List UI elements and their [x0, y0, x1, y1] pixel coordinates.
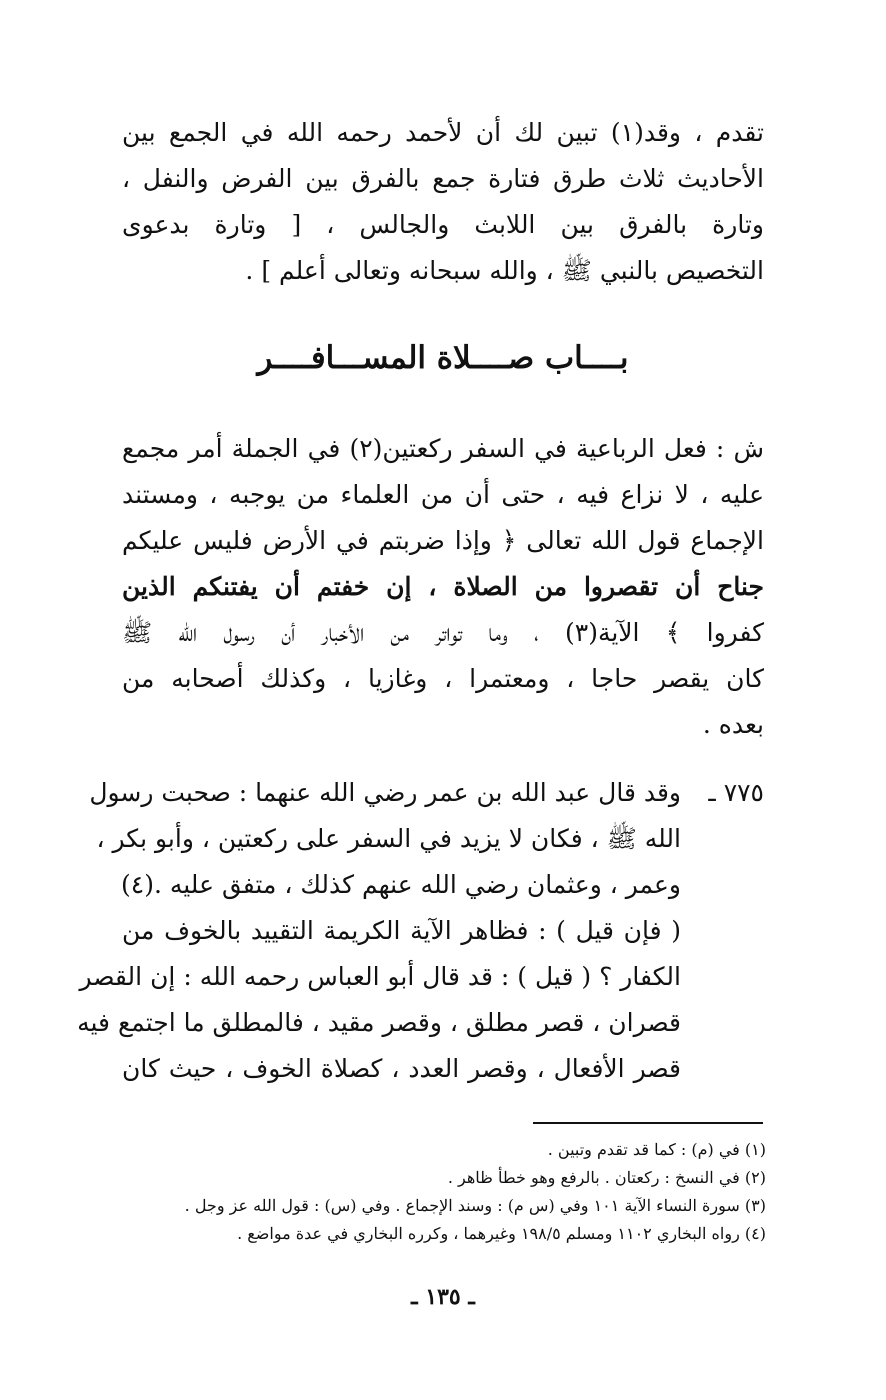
- quran-verse-line: جناح أن تقصروا من الصلاة ، إن خفتم أن يفتنكم الذين: [122, 572, 764, 601]
- hadith-line: وعمر ، وعثمان رضي الله عنهم كذلك ، متفق عليه .(٤): [121, 870, 681, 899]
- hadith-line: وقد قال عبد الله بن عمر رضي الله عنهما : صحبت رسول: [89, 778, 681, 807]
- footnote-1: (١) في (م) : كما قد تقدم وتبين .: [547, 1140, 766, 1159]
- footnote-separator: [533, 1122, 763, 1124]
- commentary-line: ش : فعل الرباعية في السفر ركعتين(٢) في الجملة أمر مجمع: [122, 434, 764, 463]
- chapter-title: بــــاب صــــلاة المســـافــــر: [257, 340, 629, 376]
- commentary-line: كان يقصر حاجا ، ومعتمرا ، وغازيا ، وكذلك أصحابه من: [122, 664, 764, 693]
- intro-line: تقدم ، وقد(١) تبين لك أن لأحمد رحمه الله في الجمع بين: [122, 118, 764, 147]
- intro-paragraph: [122, 110, 764, 300]
- intro-line: التخصيص بالنبي ﷺ ، والله سبحانه وتعالى أعلم ] .: [245, 256, 764, 285]
- hadith-number: ٧٧٥ ـ: [708, 778, 764, 807]
- commentary-line: بعده .: [702, 710, 764, 739]
- hadith-line: الكفار ؟ ( قيل ) : قد قال أبو العباس رحمه الله : إن القصر: [79, 962, 681, 991]
- commentary-paragraph: [122, 426, 764, 756]
- hadith-line: قصر الأفعال ، وقصر العدد ، كصلاة الخوف ، حيث كان: [122, 1054, 681, 1083]
- commentary-line: كفروا ﴾ الآية(٣) ، وما تواتر من الأخبار أن رسول الله ﷺ: [122, 618, 764, 647]
- intro-line: وتارة بالفرق بين اللابث والجالس ، [ وتارة بدعوى: [122, 210, 764, 239]
- commentary-line: الإجماع قول الله تعالى ﴿ وإذا ضربتم في الأرض فليس عليكم: [122, 526, 764, 555]
- hadith-line: ( فإن قيل ) : فظاهر الآية الكريمة التقييد بالخوف من: [122, 916, 681, 945]
- footnote-3: (٣) سورة النساء الآية ١٠١ وفي (س م) : وسند الإجماع . وفي (س) : قول الله عز وجل .: [184, 1196, 766, 1215]
- page-number: ـ ١٣٥ ـ: [411, 1284, 475, 1310]
- commentary-line: عليه ، لا نزاع فيه ، حتى أن من العلماء من يوجبه ، ومستند: [122, 480, 764, 509]
- hadith-line: الله ﷺ ، فكان لا يزيد في السفر على ركعتين ، وأبو بكر ،: [96, 824, 681, 853]
- hadith-paragraph: [77, 770, 681, 1100]
- hadith-line: قصران ، قصر مطلق ، وقصر مقيد ، فالمطلق ما اجتمع فيه: [77, 1008, 681, 1037]
- footnote-2: (٢) في النسخ : ركعتان . بالرفع وهو خطأ ظاهر .: [447, 1168, 766, 1187]
- intro-line: الأحاديث ثلاث طرق فتارة جمع بالفرق بين الفرض والنفل ،: [122, 164, 764, 193]
- footnote-4: (٤) رواه البخاري ١١٠٢ ومسلم ١٩٨/٥ وغيرهما ، وكرره البخاري في عدة مواضع .: [237, 1224, 766, 1243]
